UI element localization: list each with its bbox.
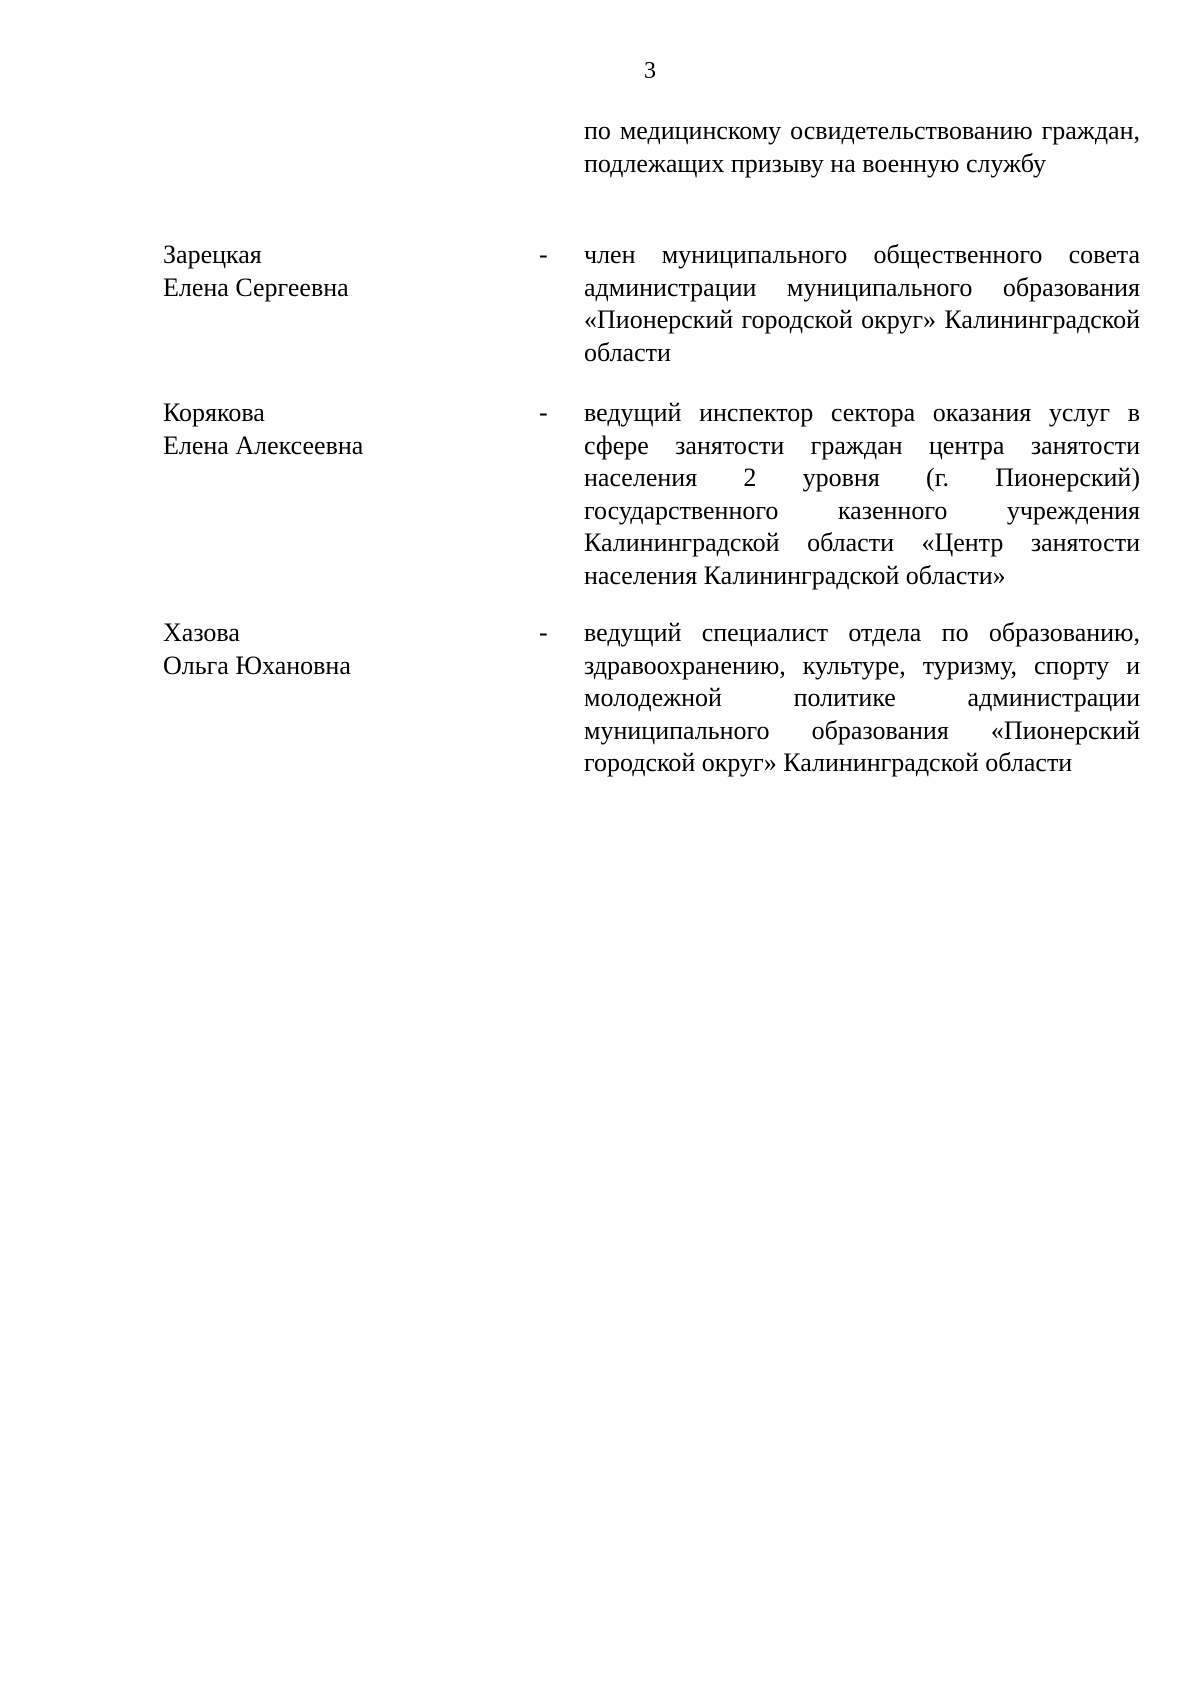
member-description: ведущий инспектор сектора оказания услуг в сфере занятости граждан центра занятости населения 2 уровня (г. Пионерский) государственного казенного учреждения Калининградской области «Центр занятости населения Калининградской области» <box>584 398 1140 590</box>
member-description: по медицинскому освидетельствованию граждан, подлежащих призыву на военную службу <box>584 116 1140 178</box>
member-name: Зарецкая Елена Сергеевна <box>163 240 349 302</box>
member-name: Хазова Ольга Юхановна <box>163 618 351 680</box>
page-number: 3 <box>644 58 656 84</box>
member-description: ведущий специалист отдела по образованию, здравоохранению, культуре, туризму, спорту и молодежной политике администрации муниципального образования «Пионерский городской округ» Калининградской области <box>584 618 1140 777</box>
dash-separator: - <box>539 240 548 269</box>
dash-separator: - <box>539 398 548 427</box>
dash-separator: - <box>539 618 548 647</box>
member-name: Корякова Елена Алексеевна <box>163 398 364 460</box>
member-description: член муниципального общественного совета администрации муниципального образования «Пионерский городской округ» Калининградской области <box>584 240 1140 367</box>
